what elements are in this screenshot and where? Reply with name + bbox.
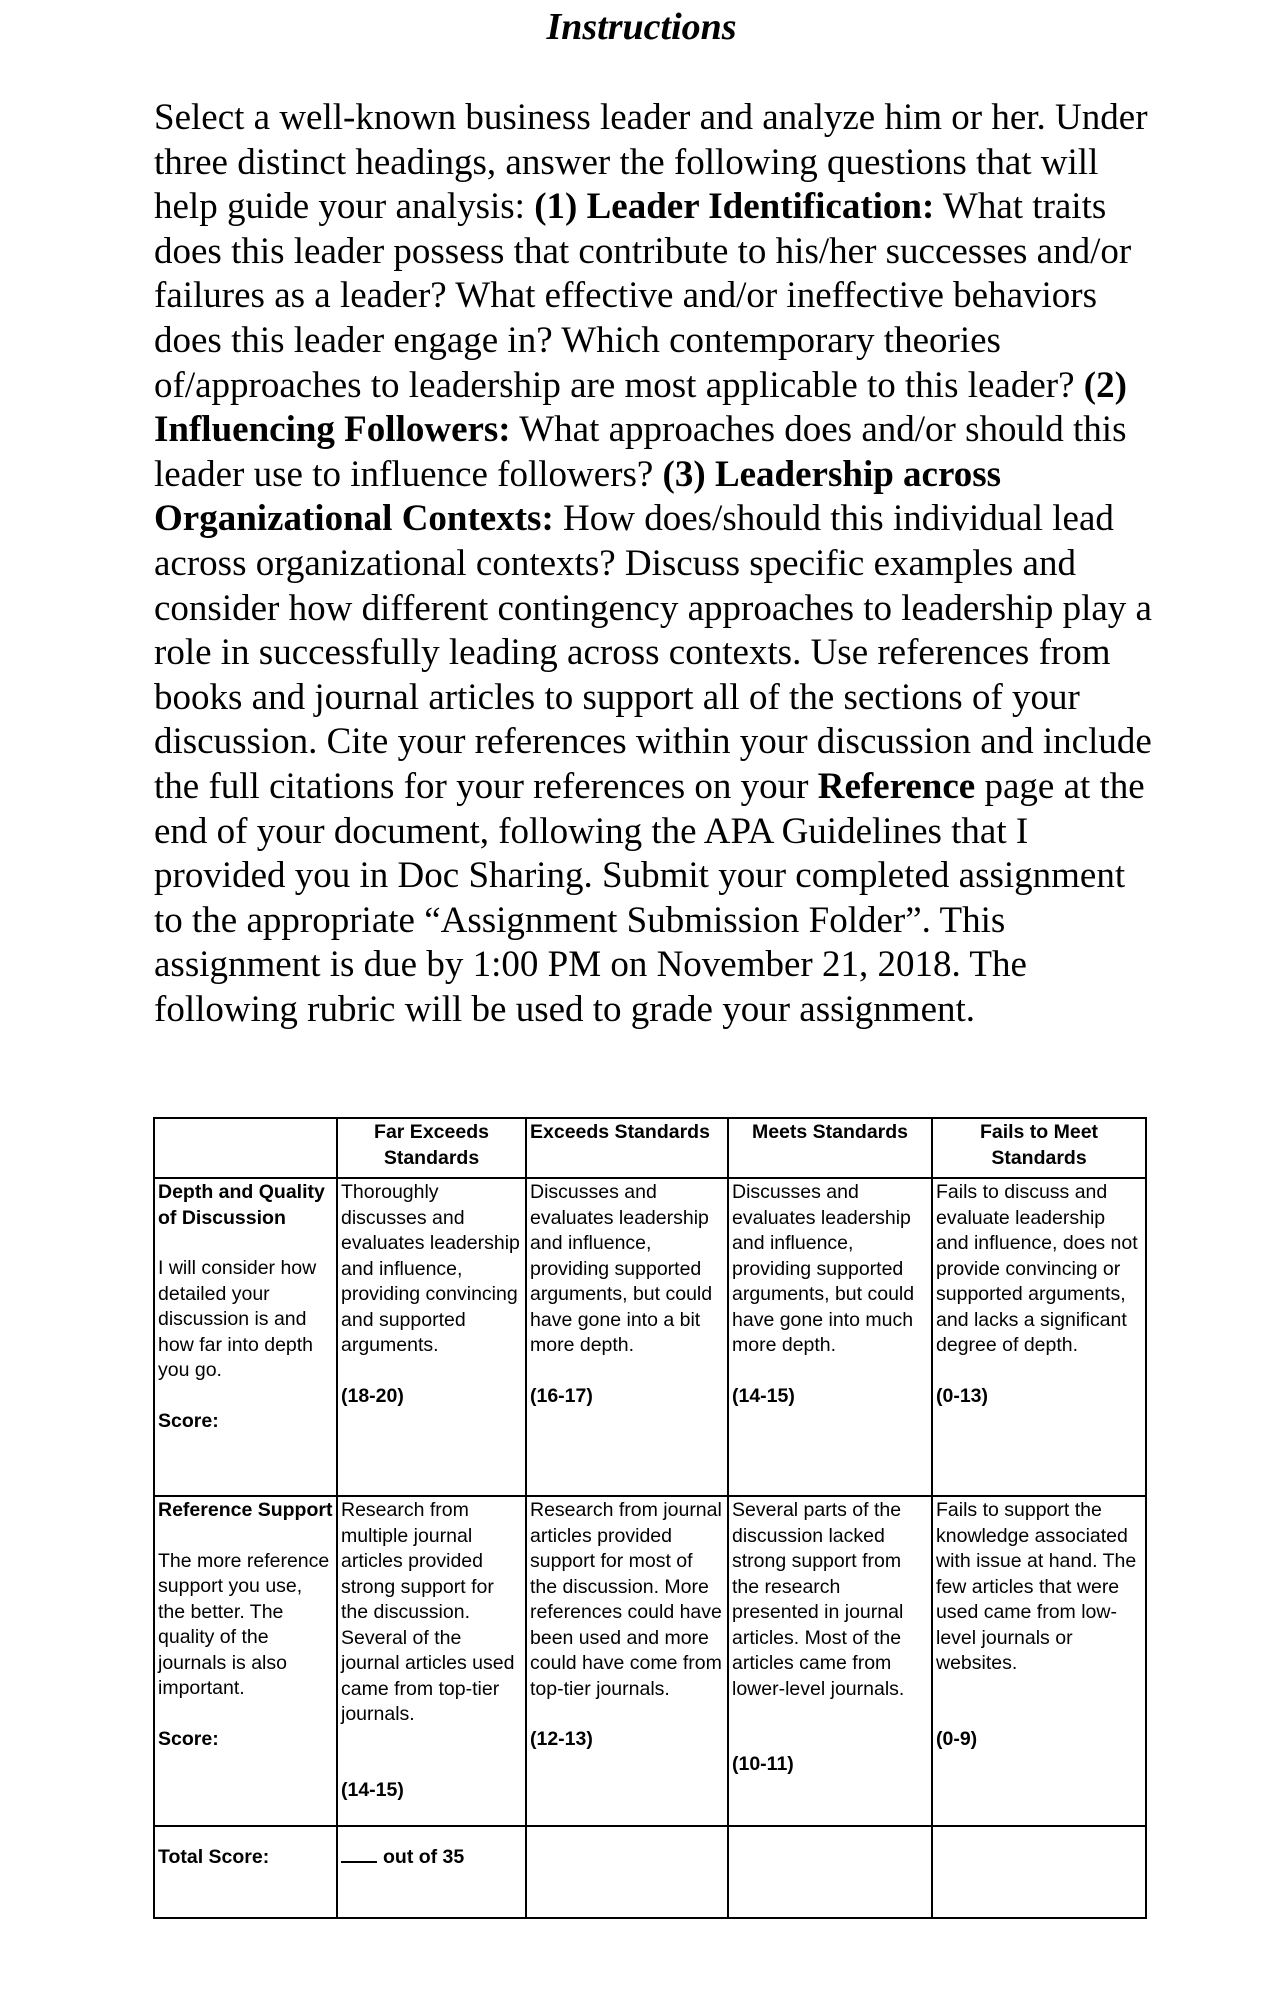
depth-exceeds-text: Discusses and evaluates leadership and influence, providing supported arguments, but could have gone into a bit more depth. bbox=[530, 1181, 713, 1356]
instructions-text-5: page at the end of your document, following the APA Guidelines that I provided you in Doc Sharing. Submit your completed assignment to the appropriate “Assignment Submission Folder”. This assignment is due by 1:00 PM on November 21, 2018. The following rubric will be used to grade your assignment. bbox=[154, 765, 1145, 1030]
depth-meets-text: Discusses and evaluates leadership and influence, providing supported arguments, but could have gone into much more depth. bbox=[732, 1181, 915, 1356]
reference-exceeds-text: Research from journal articles provided support for most of the discussion. More references could have been used and more could have come from top-tier journals. bbox=[530, 1499, 722, 1700]
heading-leadership-contexts: (3) Leadership across Organizational Contexts: bbox=[154, 453, 1002, 540]
total-empty-3 bbox=[932, 1826, 1146, 1918]
depth-exceeds bbox=[526, 1178, 728, 1496]
depth-far-exceeds-text: Thoroughly discusses and evaluates leadership and influence, providing convincing and supported arguments. bbox=[341, 1181, 520, 1356]
depth-fails bbox=[932, 1178, 1146, 1496]
reference-exceeds-range: (12-13) bbox=[530, 1728, 593, 1750]
rubric-row-reference bbox=[154, 1496, 1146, 1826]
reference-fails-text: Fails to support the knowledge associated with issue at hand. The few articles that were used came from low-level journals or websites. bbox=[936, 1499, 1137, 1674]
reference-far-exceeds-text: Research from multiple journal articles provided strong support for the discussion. Several of the journal articles used came from top-tier journals. bbox=[341, 1499, 515, 1725]
instructions-text-1: Select a well-known business leader and analyze him or her. Under three distinct headings, answer the following questions that will help guide your analysis: bbox=[154, 97, 1148, 228]
header-exceeds: Exceeds Standards bbox=[526, 1118, 728, 1178]
reference-fails bbox=[932, 1496, 1146, 1826]
page-title: Instructions bbox=[546, 6, 737, 48]
criterion-reference bbox=[154, 1496, 337, 1826]
heading-reference: Reference bbox=[817, 765, 976, 807]
depth-exceeds-range: (16-17) bbox=[530, 1384, 593, 1407]
total-score-value-cell bbox=[337, 1826, 526, 1918]
instructions-text-2: What traits does this leader possess that contribute to his/her successes and/or failures as a leader? What effective and/or ineffective behaviors does this leader engage in? Which contemporary theories of/approaches to leadership are most applicable to this leader? bbox=[154, 186, 1132, 406]
instructions-text-4: How does/should this individual lead across organizational contexts? Discuss specific examples and consider how different contingency approaches to leadership play a role in successfully leading across contexts. Use references from books and journal articles to support all of the sections of your discussion. Cite your references within your discussion and include the full citations for your references on your bbox=[154, 498, 1152, 807]
depth-far-exceeds bbox=[337, 1178, 526, 1496]
rubric-row-depth bbox=[154, 1178, 1146, 1496]
depth-fails-text: Fails to discuss and evaluate leadership and influence, does not provide convincing or supported arguments, and lacks a significant degree of depth. bbox=[936, 1181, 1138, 1356]
instructions-paragraph bbox=[154, 96, 1154, 1032]
rubric-row-total bbox=[154, 1826, 1146, 1918]
depth-far-exceeds-range: (18-20) bbox=[341, 1384, 404, 1407]
rubric-header-row bbox=[154, 1118, 1146, 1178]
criterion-reference-label: Reference Support bbox=[158, 1499, 333, 1521]
score-blank-line bbox=[341, 1861, 377, 1863]
total-score-label-cell bbox=[154, 1826, 337, 1918]
reference-far-exceeds-range: (14-15) bbox=[341, 1778, 404, 1801]
reference-meets bbox=[728, 1496, 932, 1826]
reference-far-exceeds bbox=[337, 1496, 526, 1826]
reference-exceeds bbox=[526, 1496, 728, 1826]
total-score-value bbox=[341, 1845, 522, 1871]
rubric-table bbox=[153, 1117, 1147, 1919]
total-empty-1 bbox=[526, 1826, 728, 1918]
heading-leader-identification: (1) Leader Identification: bbox=[534, 186, 935, 228]
reference-meets-range: (10-11) bbox=[732, 1753, 794, 1775]
reference-meets-text: Several parts of the discussion lacked strong support from the research presented in journal articles. Most of the articles came from lower-level journals. bbox=[732, 1499, 905, 1700]
header-meets: Meets Standards bbox=[728, 1118, 932, 1178]
criterion-reference-note: The more reference support you use, the better. The quality of the journals is also important. bbox=[158, 1549, 330, 1699]
criterion-depth bbox=[154, 1178, 337, 1496]
total-score-label: Total Score: bbox=[158, 1846, 270, 1868]
reference-fails-range: (0-9) bbox=[936, 1727, 978, 1750]
depth-fails-range: (0-13) bbox=[936, 1384, 989, 1407]
header-fails: Fails to Meet Standards bbox=[932, 1118, 1146, 1178]
header-far-exceeds: Far Exceeds Standards bbox=[337, 1118, 526, 1178]
total-empty-2 bbox=[728, 1826, 932, 1918]
criterion-depth-note: I will consider how detailed your discussion is and how far into depth you go. bbox=[158, 1257, 317, 1381]
depth-meets bbox=[728, 1178, 932, 1496]
criterion-reference-score-label: Score: bbox=[158, 1727, 219, 1750]
criterion-depth-score-label: Score: bbox=[158, 1409, 219, 1432]
heading-influencing-followers: (2) Influencing Followers: bbox=[154, 364, 1127, 451]
header-empty bbox=[154, 1118, 337, 1178]
instructions-text-3: What approaches does and/or should this leader use to influence followers? bbox=[154, 409, 1127, 495]
depth-meets-range: (14-15) bbox=[732, 1384, 795, 1407]
total-score-out-of: out of 35 bbox=[383, 1846, 465, 1868]
criterion-depth-label: Depth and Quality of Discussion bbox=[158, 1181, 325, 1229]
